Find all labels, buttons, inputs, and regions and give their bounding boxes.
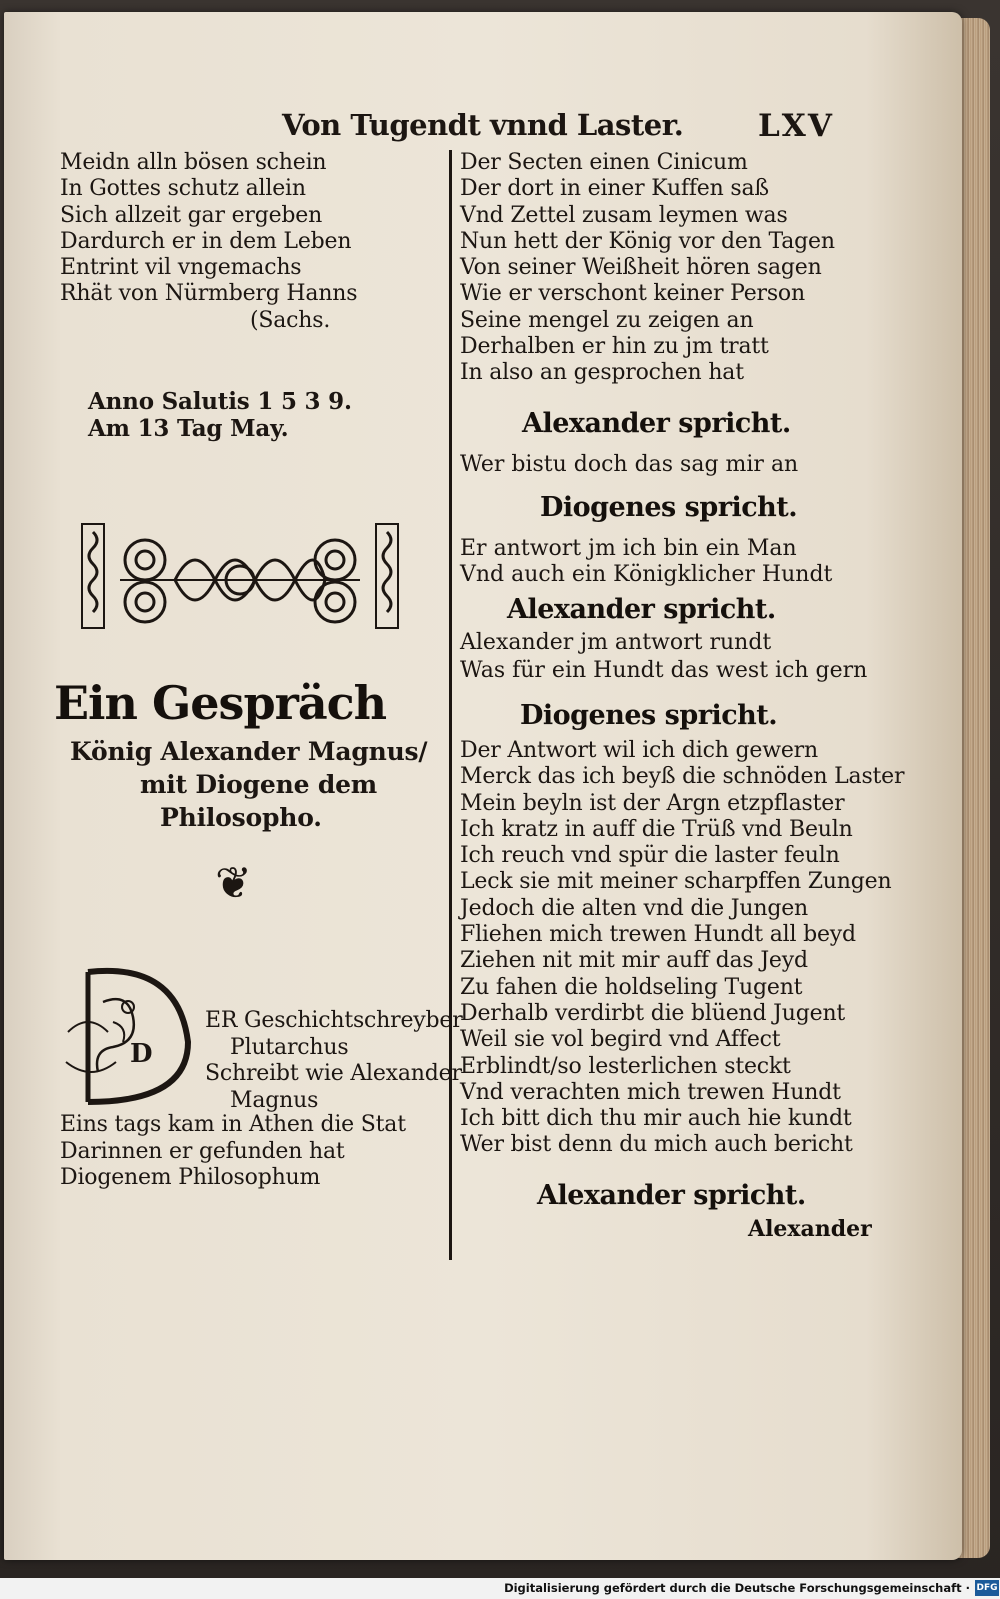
- verse-line: Dardurch er in dem Leben: [60, 228, 352, 254]
- verse-line: Mein beyln ist der Argn etzpflaster: [460, 790, 845, 816]
- verse-line: Entrint vil vngemachs: [60, 255, 302, 281]
- subtitle-line: Philosopho.: [160, 803, 322, 832]
- verse-line: Zu fahen die holdseling Tugent: [460, 974, 803, 1000]
- verse-line: Eins tags kam in Athen die Stat: [60, 1112, 406, 1137]
- verse-line: Von seiner Weißheit hören sagen: [460, 255, 822, 281]
- verse-line: Fliehen mich trewen Hundt all beyd: [460, 922, 856, 948]
- verse-line: Was für ein Hundt das west ich gern: [460, 658, 868, 683]
- signature-end: (Sachs.: [250, 307, 331, 333]
- verse-line: Wie er verschont keiner Person: [460, 281, 805, 307]
- speaker-heading: Alexander spricht.: [507, 594, 776, 625]
- date-line-day: Am 13 Tag May.: [88, 415, 289, 442]
- running-header: Von Tugendt vnnd Laster.: [282, 108, 684, 142]
- verse-line: Jedoch die alten vnd die Jungen: [460, 895, 808, 921]
- verse-line: In also an gesprochen hat: [460, 360, 744, 386]
- verse-continuation: [60, 1112, 406, 1192]
- verse-line: Vnd auch ein Königklicher Hundt: [460, 562, 833, 587]
- speaker-heading: Alexander spricht.: [537, 1180, 806, 1211]
- verse-line: Leck sie mit meiner scharpffen Zungen: [460, 869, 892, 895]
- verse-line: Sich allzeit gar ergeben: [60, 202, 323, 228]
- verse-line: Seine mengel zu zeigen an: [460, 307, 754, 333]
- initial-letter: D: [130, 1039, 153, 1069]
- fleuron-icon: ❦: [215, 858, 252, 909]
- initial-adjacent-text: [205, 1008, 463, 1114]
- verse-line: Derhalb verdirbt die blüend Jugent: [460, 1000, 846, 1026]
- verse-line: Der dort in einer Kuffen saß: [460, 176, 769, 202]
- verse-line: Wer bist denn du mich auch bericht: [460, 1132, 853, 1158]
- verse-line: Er antwort jm ich bin ein Man: [460, 536, 797, 561]
- date-block: [88, 388, 352, 442]
- subtitle-line: König Alexander Magnus/: [70, 737, 428, 766]
- verse-line: Wer bistu doch das sag mir an: [460, 452, 799, 477]
- subtitle-line: mit Diogene dem: [140, 770, 378, 799]
- verse-line: Darinnen er gefunden hat: [60, 1138, 345, 1164]
- verse-line: Ziehen nit mit mir auff das Jeyd: [460, 948, 808, 974]
- footer-credit: Digitalisierung gefördert durch die Deutsche Forschungsgemeinschaft ·: [504, 1581, 970, 1595]
- verse-line: Nun hett der König vor den Tagen: [460, 228, 835, 254]
- speaker-heading: Diogenes spricht.: [520, 700, 778, 731]
- verse-line: Plutarchus: [230, 1034, 349, 1060]
- speaker-heading: Diogenes spricht.: [540, 492, 798, 523]
- verse-line: Vnd verachten mich trewen Hundt: [460, 1079, 841, 1105]
- verse-line: Rhät von Nürmberg Hanns: [60, 281, 358, 307]
- verse-line: Vnd Zettel zusam leymen was: [460, 202, 788, 228]
- folio-number: LXV: [758, 108, 834, 144]
- speaker-heading: Alexander spricht.: [522, 408, 791, 439]
- decorated-initial: [58, 962, 198, 1107]
- verse-line: Ich kratz in auff die Trüß vnd Beuln: [460, 816, 853, 842]
- decorative-ornament-icon: [80, 520, 400, 635]
- diogenes-speech: [460, 738, 905, 1159]
- verse-line: In Gottes schutz allein: [60, 176, 306, 202]
- verse-line: Der Antwort wil ich dich gewern: [460, 738, 818, 763]
- verse-line: Derhalben er hin zu jm tratt: [460, 334, 769, 360]
- verse-line: Der Secten einen Cinicum: [460, 150, 748, 175]
- verse-line: Magnus: [230, 1087, 319, 1113]
- right-column: [460, 150, 860, 387]
- verse-line: Weil sie vol begird vnd Affect: [460, 1027, 781, 1053]
- verse-line: Diogenem Philosophum: [60, 1165, 321, 1190]
- section-subtitle: [70, 735, 427, 834]
- verse-line: Erblindt/so lesterlichen steckt: [460, 1053, 791, 1079]
- verse-line: Ich reuch vnd spür die laster feuln: [460, 843, 840, 869]
- verse-line: Alexander jm antwort rundt: [460, 630, 772, 655]
- catchword: Alexander: [748, 1216, 872, 1242]
- verse-line: Ich bitt dich thu mir auch hie kundt: [460, 1106, 852, 1132]
- verse-line: Schreibt wie Alexander: [205, 1061, 462, 1086]
- verse-line: Meidn alln bösen schein: [60, 150, 327, 175]
- verse-line: Merck das ich beyß die schnöden Laster: [460, 764, 905, 790]
- dfg-logo-icon: DFG: [975, 1580, 999, 1596]
- date-line-year: Anno Salutis 1 5 3 9.: [88, 388, 352, 415]
- left-column: [60, 150, 440, 334]
- section-title: Ein Gespräch: [54, 676, 387, 730]
- verse-line: ER Geschichtschreyber: [205, 1008, 463, 1033]
